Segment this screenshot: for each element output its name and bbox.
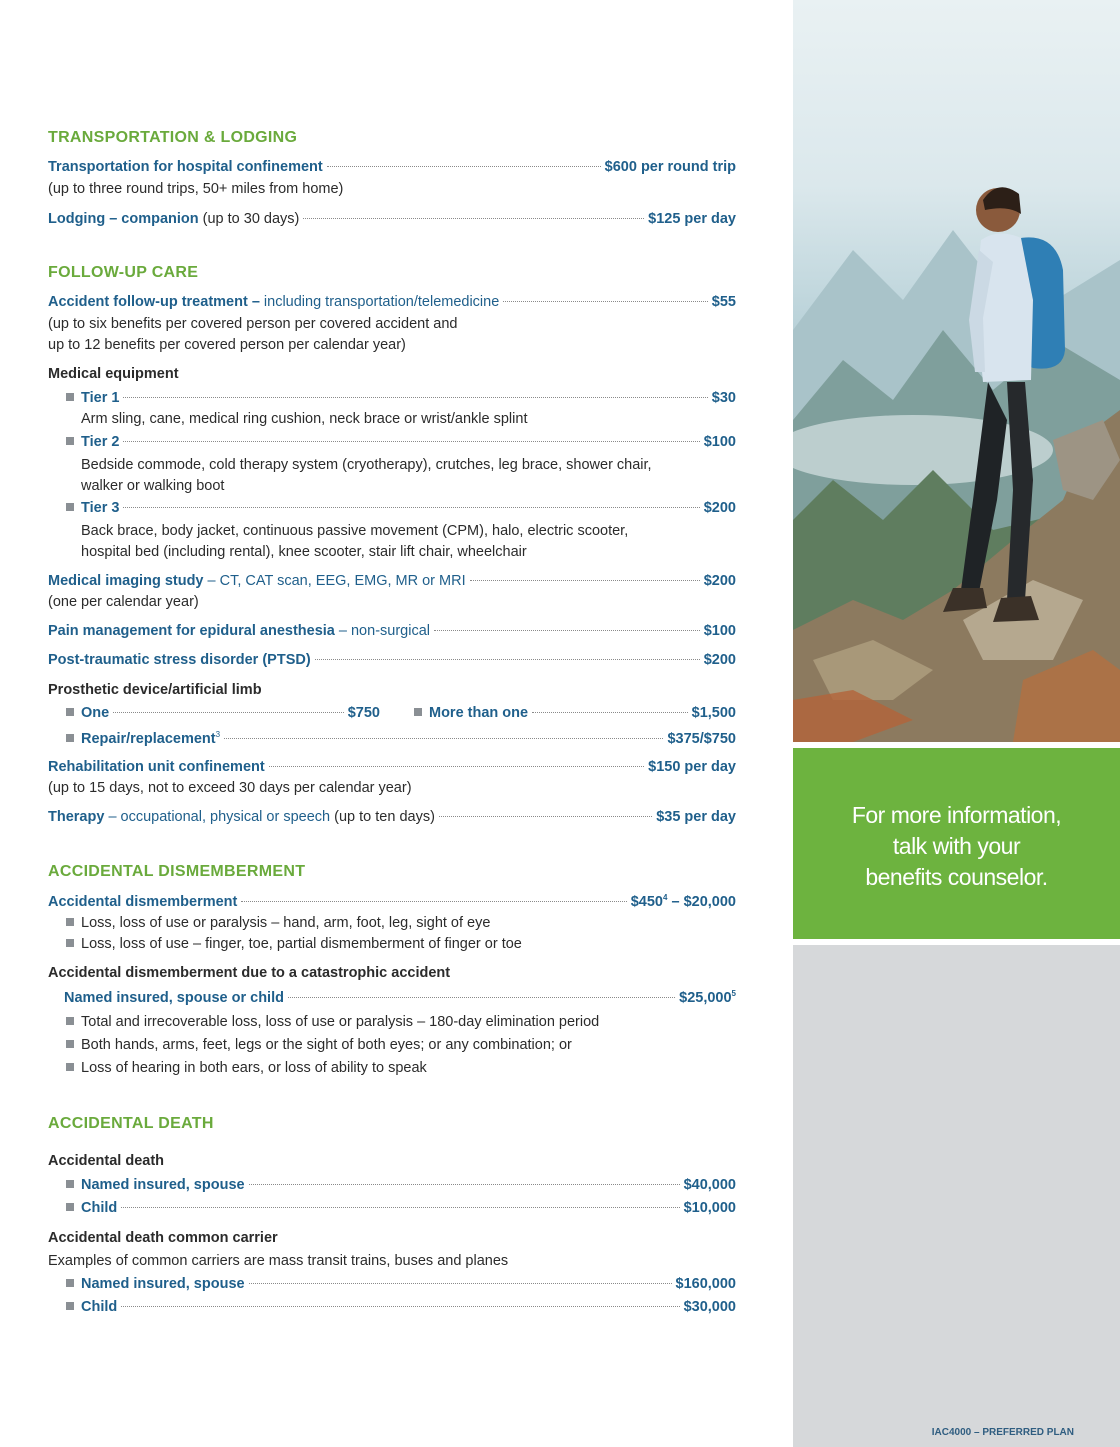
benefit-note: (up to six benefits per covered person per covered accident and [48, 316, 458, 332]
benefit-label: Accident follow-up treatment – [48, 294, 264, 310]
list-item-text: Both hands, arms, feet, legs or the sight of both eyes; or any combination; or [81, 1037, 572, 1053]
section-heading-follow-up: FOLLOW-UP CARE [48, 264, 199, 281]
row-dismemberment [48, 893, 736, 910]
dot-leader [303, 218, 644, 219]
square-bullet-icon [66, 1180, 74, 1188]
row-catastrophic-named [64, 989, 736, 1006]
row-carrier-named [66, 1276, 736, 1292]
list-item-text: Loss of hearing in both ears, or loss of ability to speak [81, 1060, 427, 1076]
benefit-value: $200 [703, 652, 736, 668]
list-item-text: Loss, loss of use or paralysis – hand, arm, foot, leg, sight of eye [81, 915, 491, 931]
benefit-group-label: Prosthetic device/artificial limb [48, 682, 262, 698]
benefit-label-detail: including transportation/telemedicine [263, 294, 500, 310]
square-bullet-icon [66, 939, 74, 947]
benefit-value: $55 [711, 294, 736, 310]
benefit-value: $750 [347, 705, 380, 721]
square-bullet-icon [414, 708, 422, 716]
dot-leader [121, 1207, 679, 1208]
benefit-value: $100 [703, 623, 736, 639]
row-medical-imaging [48, 573, 736, 589]
dot-leader [470, 580, 700, 581]
list-item [66, 1060, 427, 1076]
row-prosthetic-more [414, 705, 736, 721]
cta-line: talk with your [892, 833, 1021, 859]
section-heading-death: ACCIDENTAL DEATH [48, 1115, 214, 1132]
benefit-value: $600 per round trip [604, 159, 736, 175]
row-therapy [48, 809, 736, 825]
cta-text [793, 800, 1120, 893]
row-prosthetic-one [66, 705, 380, 721]
benefit-value: $35 per day [656, 809, 736, 825]
row-death-named [66, 1177, 736, 1193]
square-bullet-icon [66, 1203, 74, 1211]
benefit-group-label: Accidental dismemberment due to a catastrophic accident [48, 965, 451, 981]
dot-leader [249, 1283, 672, 1284]
benefit-label: One [81, 705, 110, 721]
square-bullet-icon [66, 1040, 74, 1048]
list-item [66, 915, 490, 931]
benefit-value: $40,000 [683, 1177, 736, 1193]
row-pain-management [48, 623, 736, 639]
list-item-text: Total and irrecoverable loss, loss of use or paralysis – 180-day elimination period [81, 1014, 600, 1030]
hiker-photo [793, 0, 1120, 742]
dot-leader [123, 441, 699, 442]
dot-leader [327, 166, 601, 167]
benefit-group-label: Accidental death common carrier [48, 1230, 278, 1246]
dot-leader [249, 1184, 680, 1185]
benefit-label: Child [81, 1200, 118, 1216]
row-rehabilitation [48, 759, 736, 775]
benefit-value: $30,000 [683, 1299, 736, 1315]
row-follow-up-treatment [48, 294, 736, 310]
list-item [66, 1037, 572, 1053]
row-tier-3 [66, 500, 736, 516]
dot-leader [434, 630, 700, 631]
benefit-value: $25,000 [679, 989, 732, 1006]
dot-leader [269, 766, 644, 767]
dot-leader [224, 738, 663, 739]
benefit-label: Tier 1 [81, 390, 120, 406]
benefit-label: Therapy [48, 809, 105, 825]
square-bullet-icon [66, 708, 74, 716]
benefit-label: Post-traumatic stress disorder (PTSD) [48, 652, 311, 668]
benefit-label: Transportation for hospital confinement [48, 159, 323, 175]
row-lodging [48, 211, 736, 227]
square-bullet-icon [66, 1017, 74, 1025]
benefit-label: Medical imaging study [48, 573, 204, 589]
dot-leader [439, 816, 652, 817]
row-ptsd [48, 652, 736, 668]
benefit-value: $125 per day [648, 211, 736, 227]
footnote-marker: 4 [663, 893, 668, 902]
benefit-value: $1,500 [691, 705, 736, 721]
square-bullet-icon [66, 1279, 74, 1287]
benefit-note: Examples of common carriers are mass transit trains, buses and planes [48, 1253, 509, 1269]
benefit-value-min: $450 [630, 893, 663, 910]
tier-description: Back brace, body jacket, continuous passive movement (CPM), halo, electric scooter, [81, 523, 629, 539]
square-bullet-icon [66, 918, 74, 926]
benefit-note: (up to three round trips, 50+ miles from home) [48, 181, 344, 197]
square-bullet-icon [66, 1302, 74, 1310]
benefit-value: $160,000 [675, 1276, 736, 1292]
square-bullet-icon [66, 437, 74, 445]
sidebar-grey-panel [793, 945, 1120, 1447]
dot-leader [532, 712, 688, 713]
square-bullet-icon [66, 503, 74, 511]
section-heading-dismemberment: ACCIDENTAL DISMEMBERMENT [48, 863, 306, 880]
benefit-label: Pain management for epidural anesthesia [48, 623, 335, 639]
tier-description: Bedside commode, cold therapy system (cryotherapy), crutches, leg brace, shower chair, [81, 457, 652, 473]
list-item [66, 936, 522, 952]
row-repair-replacement [66, 730, 736, 747]
tier-description: walker or walking boot [81, 478, 225, 494]
cta-line: benefits counselor. [865, 864, 1048, 890]
dot-leader [113, 712, 344, 713]
benefit-label: Named insured, spouse [81, 1276, 245, 1292]
list-item-text: Loss, loss of use – finger, toe, partial dismemberment of finger or toe [81, 936, 522, 952]
benefit-value-max: – $20,000 [667, 893, 736, 910]
dot-leader [315, 659, 700, 660]
benefit-note: (one per calendar year) [48, 594, 199, 610]
tier-description: hospital bed (including rental), knee scooter, stair lift chair, wheelchair [81, 544, 527, 560]
benefit-value: $30 [711, 390, 736, 406]
sidebar [793, 0, 1120, 1447]
benefit-qualifier: (up to 30 days) [198, 211, 300, 227]
benefit-value: $10,000 [683, 1200, 736, 1216]
benefit-value: $200 [703, 573, 736, 589]
benefit-note: up to 12 benefits per covered person per calendar year) [48, 337, 406, 353]
row-tier-1 [66, 390, 736, 406]
dot-leader [123, 397, 707, 398]
mountain-hiker-illustration [793, 0, 1120, 742]
benefit-label: Tier 3 [81, 500, 120, 516]
benefit-label: Repair/replacement [81, 730, 216, 747]
dot-leader [288, 997, 675, 998]
footnote-marker: 3 [215, 730, 221, 739]
benefit-label-detail: – non-surgical [334, 623, 430, 639]
list-item [66, 1014, 599, 1030]
benefit-label: Named insured, spouse or child [64, 989, 284, 1006]
benefit-value: $150 per day [648, 759, 736, 775]
row-transport-hospital [48, 159, 736, 175]
cta-line: For more information, [851, 802, 1062, 828]
section-heading-transportation: TRANSPORTATION & LODGING [48, 129, 298, 146]
dot-leader [123, 507, 699, 508]
benefit-value: $200 [703, 500, 736, 516]
benefit-label: Named insured, spouse [81, 1177, 245, 1193]
benefit-value: $375/$750 [667, 730, 736, 747]
benefit-label: Child [81, 1299, 118, 1315]
benefit-label: Tier 2 [81, 434, 120, 450]
benefit-label: More than one [429, 705, 529, 721]
benefit-label: Lodging – companion [48, 211, 199, 227]
benefit-label-detail: – occupational, physical or speech [104, 809, 331, 825]
benefit-label: Accidental dismemberment [48, 893, 238, 910]
benefit-group-label: Medical equipment [48, 366, 179, 382]
footnote-marker: 5 [731, 989, 736, 998]
dot-leader [503, 301, 708, 302]
row-carrier-child [66, 1299, 736, 1315]
square-bullet-icon [66, 1063, 74, 1071]
dot-leader [121, 1306, 679, 1307]
benefit-label-detail: – CT, CAT scan, EEG, EMG, MR or MRI [203, 573, 466, 589]
square-bullet-icon [66, 734, 74, 742]
tier-description: Arm sling, cane, medical ring cushion, neck brace or wrist/ankle splint [81, 411, 528, 427]
dot-leader [241, 901, 626, 902]
benefit-note: (up to 15 days, not to exceed 30 days per calendar year) [48, 780, 412, 796]
benefit-group-label: Accidental death [48, 1153, 165, 1169]
square-bullet-icon [66, 393, 74, 401]
row-death-child [66, 1200, 736, 1216]
benefit-value: $100 [703, 434, 736, 450]
row-tier-2 [66, 434, 736, 450]
benefit-qualifier: (up to ten days) [330, 809, 435, 825]
plan-code: IAC4000 – PREFERRED PLAN [931, 1427, 1074, 1438]
benefit-label: Rehabilitation unit confinement [48, 759, 265, 775]
